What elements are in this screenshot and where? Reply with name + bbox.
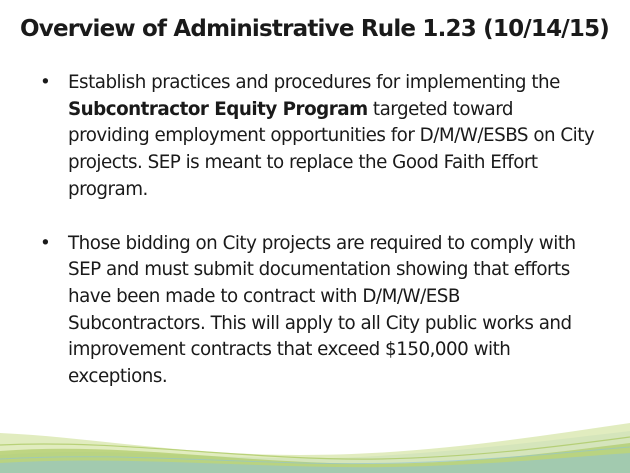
slide-title: Overview of Administrative Rule 1.23 (10/14/15) bbox=[20, 16, 610, 42]
bullet-marker: • bbox=[40, 232, 51, 254]
bullet-marker: • bbox=[40, 72, 51, 93]
slide-body bbox=[38, 70, 598, 391]
bullet-text: targeted toward providing employment opportunities for D/M/W/ESBS on City projects. SEP is meant to replace the Good Faith Effort program. bbox=[68, 98, 595, 200]
bullet-text: Establish practices and procedures for implementing the bbox=[68, 72, 560, 93]
decorative-wave-footer bbox=[0, 393, 630, 473]
bullet-bold-text: Subcontractor Equity Program bbox=[68, 98, 368, 120]
bullet-text: Those bidding on City projects are required to comply with SEP and must submit documentation showing that efforts have been made to contract with D/M/W/ESB Subcontractors. This will apply to all City public works and improvement contracts that exceed $150,000 with exceptions. bbox=[68, 232, 576, 388]
bullet-item bbox=[38, 70, 598, 204]
bullet-item bbox=[38, 231, 598, 391]
